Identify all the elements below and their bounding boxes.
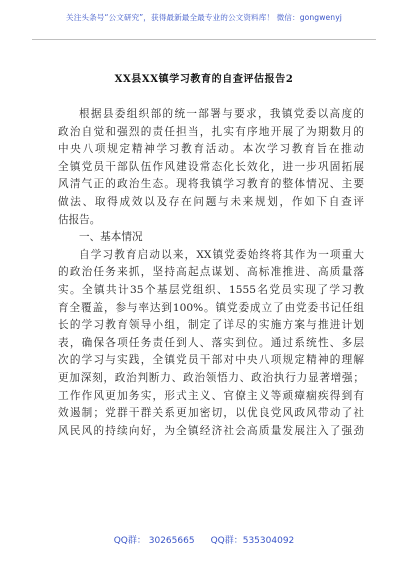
body-line: 全镇党员干部队伍作风建设常态化长效化，进一步巩固拓展: [58, 160, 364, 173]
body-line: 的政治任务来抓，坚持高起点谋划、高标准推进、高质量落: [58, 266, 364, 279]
footer-qq-group-1: QQ群： 30265665: [113, 536, 195, 546]
body-line: 长的学习教育领导小组，制定了详尽的实施方案与推进计划: [58, 319, 364, 332]
header-divider: [32, 39, 376, 40]
body-line: 次的学习与实践，全镇党员干部对中央八项规定精神的理解: [58, 354, 364, 367]
body-line: 效遏制；党群干群关系更加密切，以优良党风政风带动了社: [58, 407, 364, 420]
body-line: 做法、取得成效以及存在问题与未来规划，作如下自查评: [58, 195, 364, 208]
body-line: 估报告。: [58, 213, 101, 226]
body-line: 自学习教育启动以来，XX镇党委始终将其作为一项重大: [79, 248, 364, 261]
section-heading: 一、基本情况: [79, 231, 143, 244]
document-title: XX县XX镇学习教育的自查评估报告2: [114, 74, 294, 85]
body-line: 育全覆盖，参与率达到100%。镇党委成立了由党委书记任组: [58, 301, 364, 314]
body-line: 根据县委组织部的统一部署与要求，我镇党委以高度的: [79, 108, 364, 120]
header-banner: 关注头条号“公文研究”，获得最新最全最专业的公文资料库！ 微信：gongwenyj: [66, 13, 342, 22]
body-line: 中央八项规定精神学习教育活动。本次学习教育旨在推动: [58, 143, 364, 156]
footer-contact: [0, 533, 408, 546]
footer-qq-group-2: QQ群：535304092: [210, 536, 295, 546]
body-line: 工作作风更加务实，形式主义、官僚主义等顽瘴痼疾得到有: [58, 389, 364, 402]
body-line: 表，确保各项任务责任到人、落实到位。通过系统性、多层: [58, 336, 364, 349]
body-line: 更加深刻，政治判断力、政治领悟力、政治执行力显著增强；: [58, 371, 364, 384]
body-line: 实。全镇共计35个基层党组织、1555名党员实现了学习教: [58, 283, 364, 296]
document-body: [58, 106, 364, 440]
body-line: 政治自觉和强烈的责任担当，扎实有序地开展了为期数月的: [58, 125, 364, 138]
body-line: 风民风的持续向好，为全镇经济社会高质量发展注入了强劲: [58, 424, 364, 437]
body-line: 风清气正的政治生态。现将我镇学习教育的整体情况、主要: [58, 178, 364, 191]
